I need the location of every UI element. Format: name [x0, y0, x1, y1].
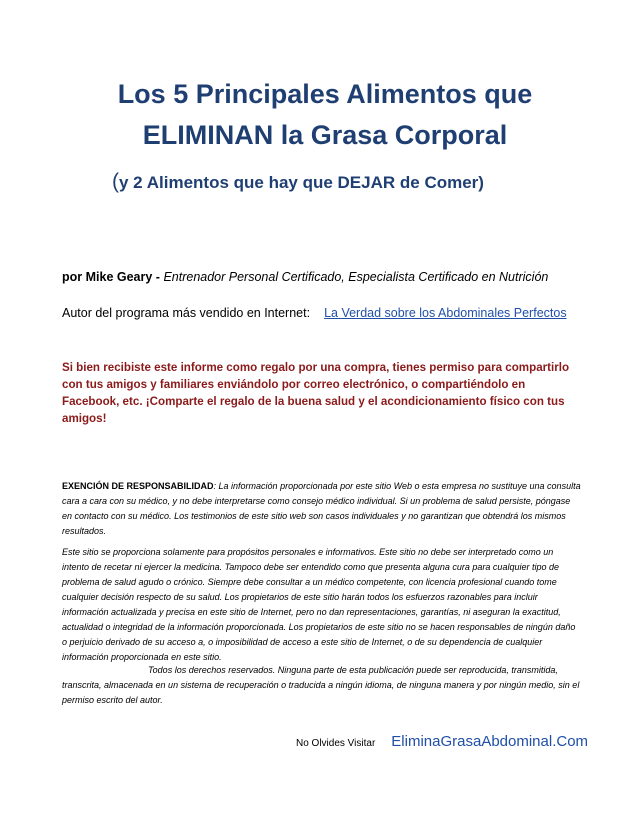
disclaimer-paragraph-2: Este sitio se proporciona solamente para propósitos personales e informativos. Este sitio no debe ser interpretado como un intento de recetar ni ejercer la medicina. Tampoco debe ser entendido como que presenta alguna cura para cualquier tipo de problema de salud agudo o crónico. Siempre debe consultar a un médico competente, con licencia profesional cuando tome cualquier decisión respecto de su salud. Los propietarios de este sitio harán todos los esfuerzos razonables para incluir información actualizada y precisa en este sitio de Internet, pero no dan representaciones, garantías, ni aseguran la exactitud, actualidad o integridad de la información proporcionada. Los propietarios de este sitio no se hacen responsables de ningún daño o perjuicio derivado de su acceso a, o imposibilidad de acceso a este sitio de Internet, o de su dependencia de cualquier información proporcionada en este sitio.	[62, 547, 576, 662]
subtitle	[112, 170, 484, 194]
subtitle-open-paren: (	[112, 170, 119, 193]
rights-notice: Todos los derechos reservados. Ninguna parte de esta publicación puede ser reproducida, transmitida, transcrita, almacenada en un sistema de recuperación o traducida a ningún idioma, de ninguna manera y por ningún medio, sin el permiso escrito del autor.	[62, 665, 580, 705]
program-text: Autor del programa más vendido en Internet:	[62, 306, 311, 320]
disclaimer-label: EXENCIÓN DE RESPONSABILIDAD	[62, 481, 214, 491]
footer	[296, 733, 588, 751]
title-line-2: ELIMINAN la Grasa Corporal	[142, 120, 508, 150]
disclaimer-paragraph-1	[62, 479, 582, 539]
footer-label: No Olvides Visitar	[296, 738, 376, 749]
author-name: por Mike Geary -	[62, 270, 164, 284]
author-credentials: Entrenador Personal Certificado, Especialista Certificado en Nutrición	[163, 270, 549, 284]
program-line	[62, 306, 567, 320]
share-notice: Si bien recibiste este informe como regalo por una compra, tienes permiso para compartirlo con tus amigos y familiares enviándolo por correo electrónico, o compartiéndolo en Facebook, etc. ¡Comparte el regalo de la buena salud y el acondicionamiento físico con tus amigos!	[62, 361, 570, 425]
subtitle-text: y 2 Alimentos que hay que DEJAR de Comer)	[119, 173, 484, 192]
author-line	[62, 270, 548, 284]
footer-link[interactable]: EliminaGrasaAbdominal.Com	[391, 733, 589, 750]
disclaimer-text-1: : La información proporcionada por este sitio Web o esta empresa no sustituye una consulta cara a cara con su médico, y no debe interpretarse como consejo médico individual. Si un problema de salud persiste, póngase en contacto con su médico. Los testimonios de este sitio web son casos individuales y no garantizan que obtendrá los mismos resultados.	[62, 481, 581, 536]
program-link[interactable]: La Verdad sobre los Abdominales Perfectos	[324, 306, 567, 320]
title-line-1: Los 5 Principales Alimentos que	[117, 79, 533, 109]
